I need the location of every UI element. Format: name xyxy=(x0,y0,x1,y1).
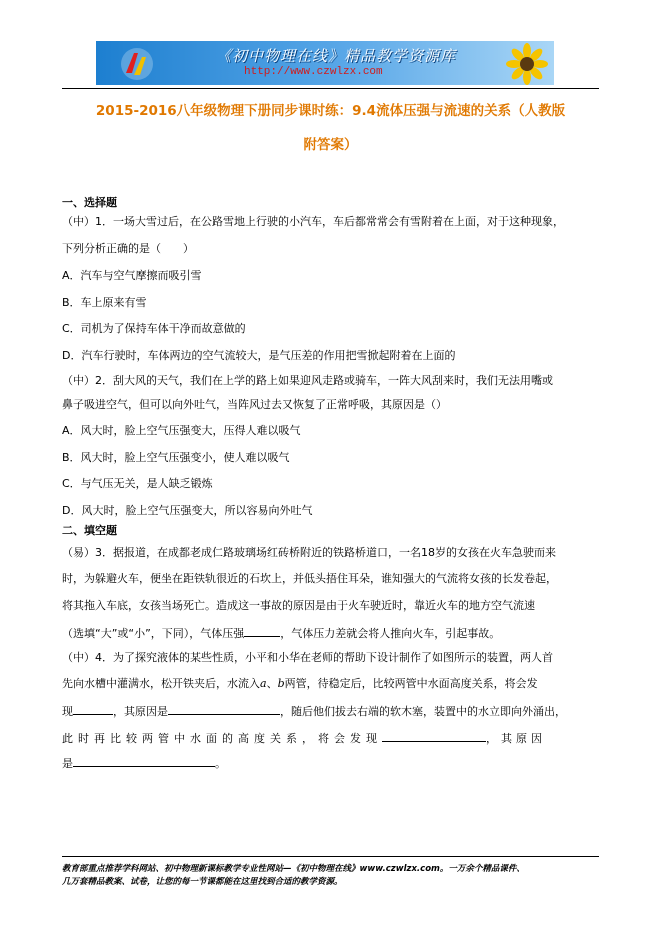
q2-stem-line2: 鼻子吸进空气，但可以向外吐气，当阵风过去又恢复了正常呼吸，其原因是（） xyxy=(62,398,447,411)
banner-title: 《初中物理在线》精品教学资源库 xyxy=(216,47,457,65)
q1-option-c: C．司机为了保持车体干净而故意做的 xyxy=(62,322,246,335)
q4-line2-sep: 、 xyxy=(266,677,278,690)
q4-blank-4[interactable] xyxy=(73,755,215,767)
q1-stem-line1: （中）1．一场大雪过后，在公路雪地上行驶的小汽车，车后都常常会有雪附着在上面，对于这种现象， xyxy=(62,215,564,228)
q4-line5-text-a: 是 xyxy=(62,757,73,770)
q4-stem-line3 xyxy=(62,703,566,719)
q3-blank-pressure[interactable] xyxy=(244,625,280,637)
q4-stem-line5 xyxy=(62,755,226,771)
q4-line4-text-a: 此时再比较两管中水面的高度关系，将会发现 xyxy=(62,732,382,745)
section-heading-choice: 一、选择题 xyxy=(62,196,117,209)
q2-option-b: B．风大时，脸上空气压强变小，使人难以吸气 xyxy=(62,451,290,464)
q4-line2-text-b: 两管，待稳定后，比较两管中水面高度关系，将会发 xyxy=(284,677,538,690)
q3-line4-text-a: （选填“大”或“小”，下同），气体压强 xyxy=(62,627,245,640)
q3-stem-line2: 时，为躲避火车，便坐在距铁轨很近的石坎上，并低头捂住耳朵，谁知强大的气流将女孩的长发卷起， xyxy=(62,572,557,585)
doc-title-line1: 2015-2016八年级物理下册同步课时练：9.4流体压强与流速的关系（人教版 xyxy=(95,103,566,119)
footer-rule xyxy=(62,856,599,857)
q2-stem-line1: （中）2．刮大风的天气，我们在上学的路上如果迎风走路或骑车，一阵大风刮来时，我们无法用嘴或 xyxy=(62,374,553,387)
q2-option-a: A．风大时，脸上空气压强变大，压得人难以吸气 xyxy=(62,424,301,437)
banner-url: http://www.czwlzx.com xyxy=(244,66,383,78)
q3-stem-line1: （易）3．据报道，在成都老成仁路玻璃场红砖桥附近的铁路桥道口，一名18岁的女孩在火车急驶而来 xyxy=(62,546,556,559)
q3-line4-text-b: ，气体压力差就会将人推向火车，引起事故。 xyxy=(280,627,501,640)
site-logo-icon xyxy=(120,47,154,81)
q3-stem-line4 xyxy=(62,625,500,641)
q4-blank-2[interactable] xyxy=(168,703,280,715)
q4-var-a: a xyxy=(260,677,267,690)
q2-option-d: D．风大时，脸上空气压强变大，所以容易向外吐气 xyxy=(62,504,313,517)
q1-option-b: B．车上原来有雪 xyxy=(62,296,147,309)
header-rule xyxy=(62,88,599,89)
doc-title-line2: 附答案） xyxy=(303,137,358,153)
section-heading-fill: 二、填空题 xyxy=(62,524,117,537)
q4-stem-line4 xyxy=(62,730,546,746)
header-banner xyxy=(96,41,554,85)
q4-line3-text-c: ，随后他们拔去右端的软木塞，装置中的水立即向外涌出， xyxy=(280,705,566,718)
q4-var-b: b xyxy=(277,677,285,690)
q4-blank-1[interactable] xyxy=(73,703,113,715)
q4-blank-3[interactable] xyxy=(382,730,486,742)
q4-line3-text-a: 现 xyxy=(62,705,73,718)
q3-stem-line3: 将其拖入车底，女孩当场死亡。造成这一事故的原因是由于火车驶近时，靠近火车的地方空气流速 xyxy=(62,599,535,612)
q4-stem-line2 xyxy=(62,677,538,691)
q4-line2-text-a: 先向水槽中灌满水，松开铁夹后，水流入 xyxy=(62,677,260,690)
sunflower-icon xyxy=(504,43,550,85)
q1-option-d: D．汽车行驶时，车体两边的空气流较大，是气压差的作用把雪掀起附着在上面的 xyxy=(62,349,456,362)
footer-line1: 教育部重点推荐学科网站、初中物理新课标教学专业性网站—《初中物理在线》www.czwlzx.com。一万余个精品课件、 xyxy=(62,864,525,874)
footer-line2: 几万套精品教案、试卷，让您的每一节课都能在这里找到合适的教学资源。 xyxy=(62,877,343,887)
q4-stem-line1: （中）4．为了探究液体的某些性质，小平和小华在老师的帮助下设计制作了如图所示的装置，两人首 xyxy=(62,651,553,664)
q4-line3-text-b: ，其原因是 xyxy=(113,705,168,718)
q1-stem-line2: 下列分析正确的是（ ） xyxy=(62,242,194,255)
q1-option-a: A．汽车与空气摩擦而吸引雪 xyxy=(62,269,202,282)
q2-option-c: C．与气压无关，是人缺乏锻炼 xyxy=(62,477,213,490)
q4-line4-text-b: ，其原因 xyxy=(486,732,546,745)
q4-line5-text-b: 。 xyxy=(215,757,226,770)
